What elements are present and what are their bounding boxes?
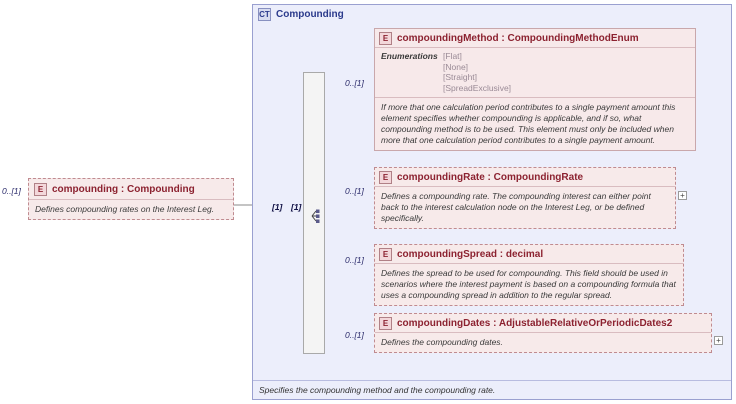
cardinality-compounding: 0..[1] [2, 186, 21, 196]
complextype-title: Compounding [276, 9, 344, 20]
enumeration-value: [Flat] [443, 51, 462, 61]
cardinality-sequence-left: [1] [272, 202, 283, 212]
element-compounding[interactable] [28, 178, 234, 220]
enumeration-value: [Straight] [443, 72, 478, 82]
cardinality-compounding-spread: 0..[1] [345, 255, 364, 265]
element-compounding-dates-description: Defines the compounding dates. [381, 337, 503, 347]
element-compounding-dates[interactable] [374, 313, 712, 353]
element-compounding-spread-title: compoundingSpread : decimal [397, 248, 544, 260]
expand-compounding-rate-button[interactable]: + [678, 191, 687, 200]
element-compounding-method-description: If more that one calculation period contributes to a single payment amount this element specifies whether compounding is applicable, and if so, what compounding method is to be used. This element must only be included when more that one calculation period contributes to a single payment amount. [381, 102, 676, 145]
element-compounding-rate-description: Defines a compounding rate. The compounding interest can either point back to the interest calculation node on the Interest Leg, or be defined specifically. [381, 191, 651, 223]
expand-compounding-dates-button[interactable]: + [714, 336, 723, 345]
element-compounding-method[interactable] [374, 28, 696, 151]
element-compounding-spread[interactable] [374, 244, 684, 306]
element-badge-icon: E [379, 32, 392, 45]
element-compounding-dates-title: compoundingDates : AdjustableRelativeOrPeriodicDates2 [397, 317, 673, 329]
enumerations-block [375, 48, 695, 97]
element-compounding-dates-header [375, 314, 711, 332]
element-compounding-rate-title: compoundingRate : CompoundingRate [397, 171, 584, 183]
element-compounding-spread-description: Defines the spread to be used for compounding. This field should be used in scenarios where the interest payment is based on a compounding formula that uses a compounding spread in addition to the regular spread. [381, 268, 676, 300]
complextype-footer-description: Specifies the compounding method and the compounding rate. [253, 380, 731, 399]
element-compounding-header [29, 179, 233, 199]
cardinality-compounding-rate: 0..[1] [345, 186, 364, 196]
element-badge-icon: E [379, 171, 392, 184]
element-compounding-title: compounding : Compounding [52, 183, 195, 195]
element-compounding-description: Defines compounding rates on the Interest Leg. [35, 204, 215, 214]
enumerations-values [443, 51, 511, 93]
element-badge-icon: E [34, 183, 47, 196]
cardinality-compounding-method: 0..[1] [345, 78, 364, 88]
enumerations-label: Enumerations [381, 51, 438, 61]
element-compounding-method-title: compoundingMethod : CompoundingMethodEnum [397, 32, 639, 44]
element-compounding-method-header [375, 29, 695, 47]
enumeration-value: [SpreadExclusive] [443, 82, 512, 93]
element-badge-icon: E [379, 248, 392, 261]
element-compounding-spread-header [375, 245, 683, 263]
cardinality-sequence-right: [1] [291, 202, 302, 212]
enumeration-value: [None] [443, 61, 469, 72]
cardinality-compounding-dates: 0..[1] [345, 330, 364, 340]
complextype-header [253, 5, 731, 24]
element-compounding-rate[interactable] [374, 167, 676, 229]
element-badge-icon: E [379, 317, 392, 330]
complextype-badge-icon: CT [259, 10, 270, 19]
sequence-icon [310, 208, 326, 224]
element-compounding-rate-header [375, 168, 675, 186]
